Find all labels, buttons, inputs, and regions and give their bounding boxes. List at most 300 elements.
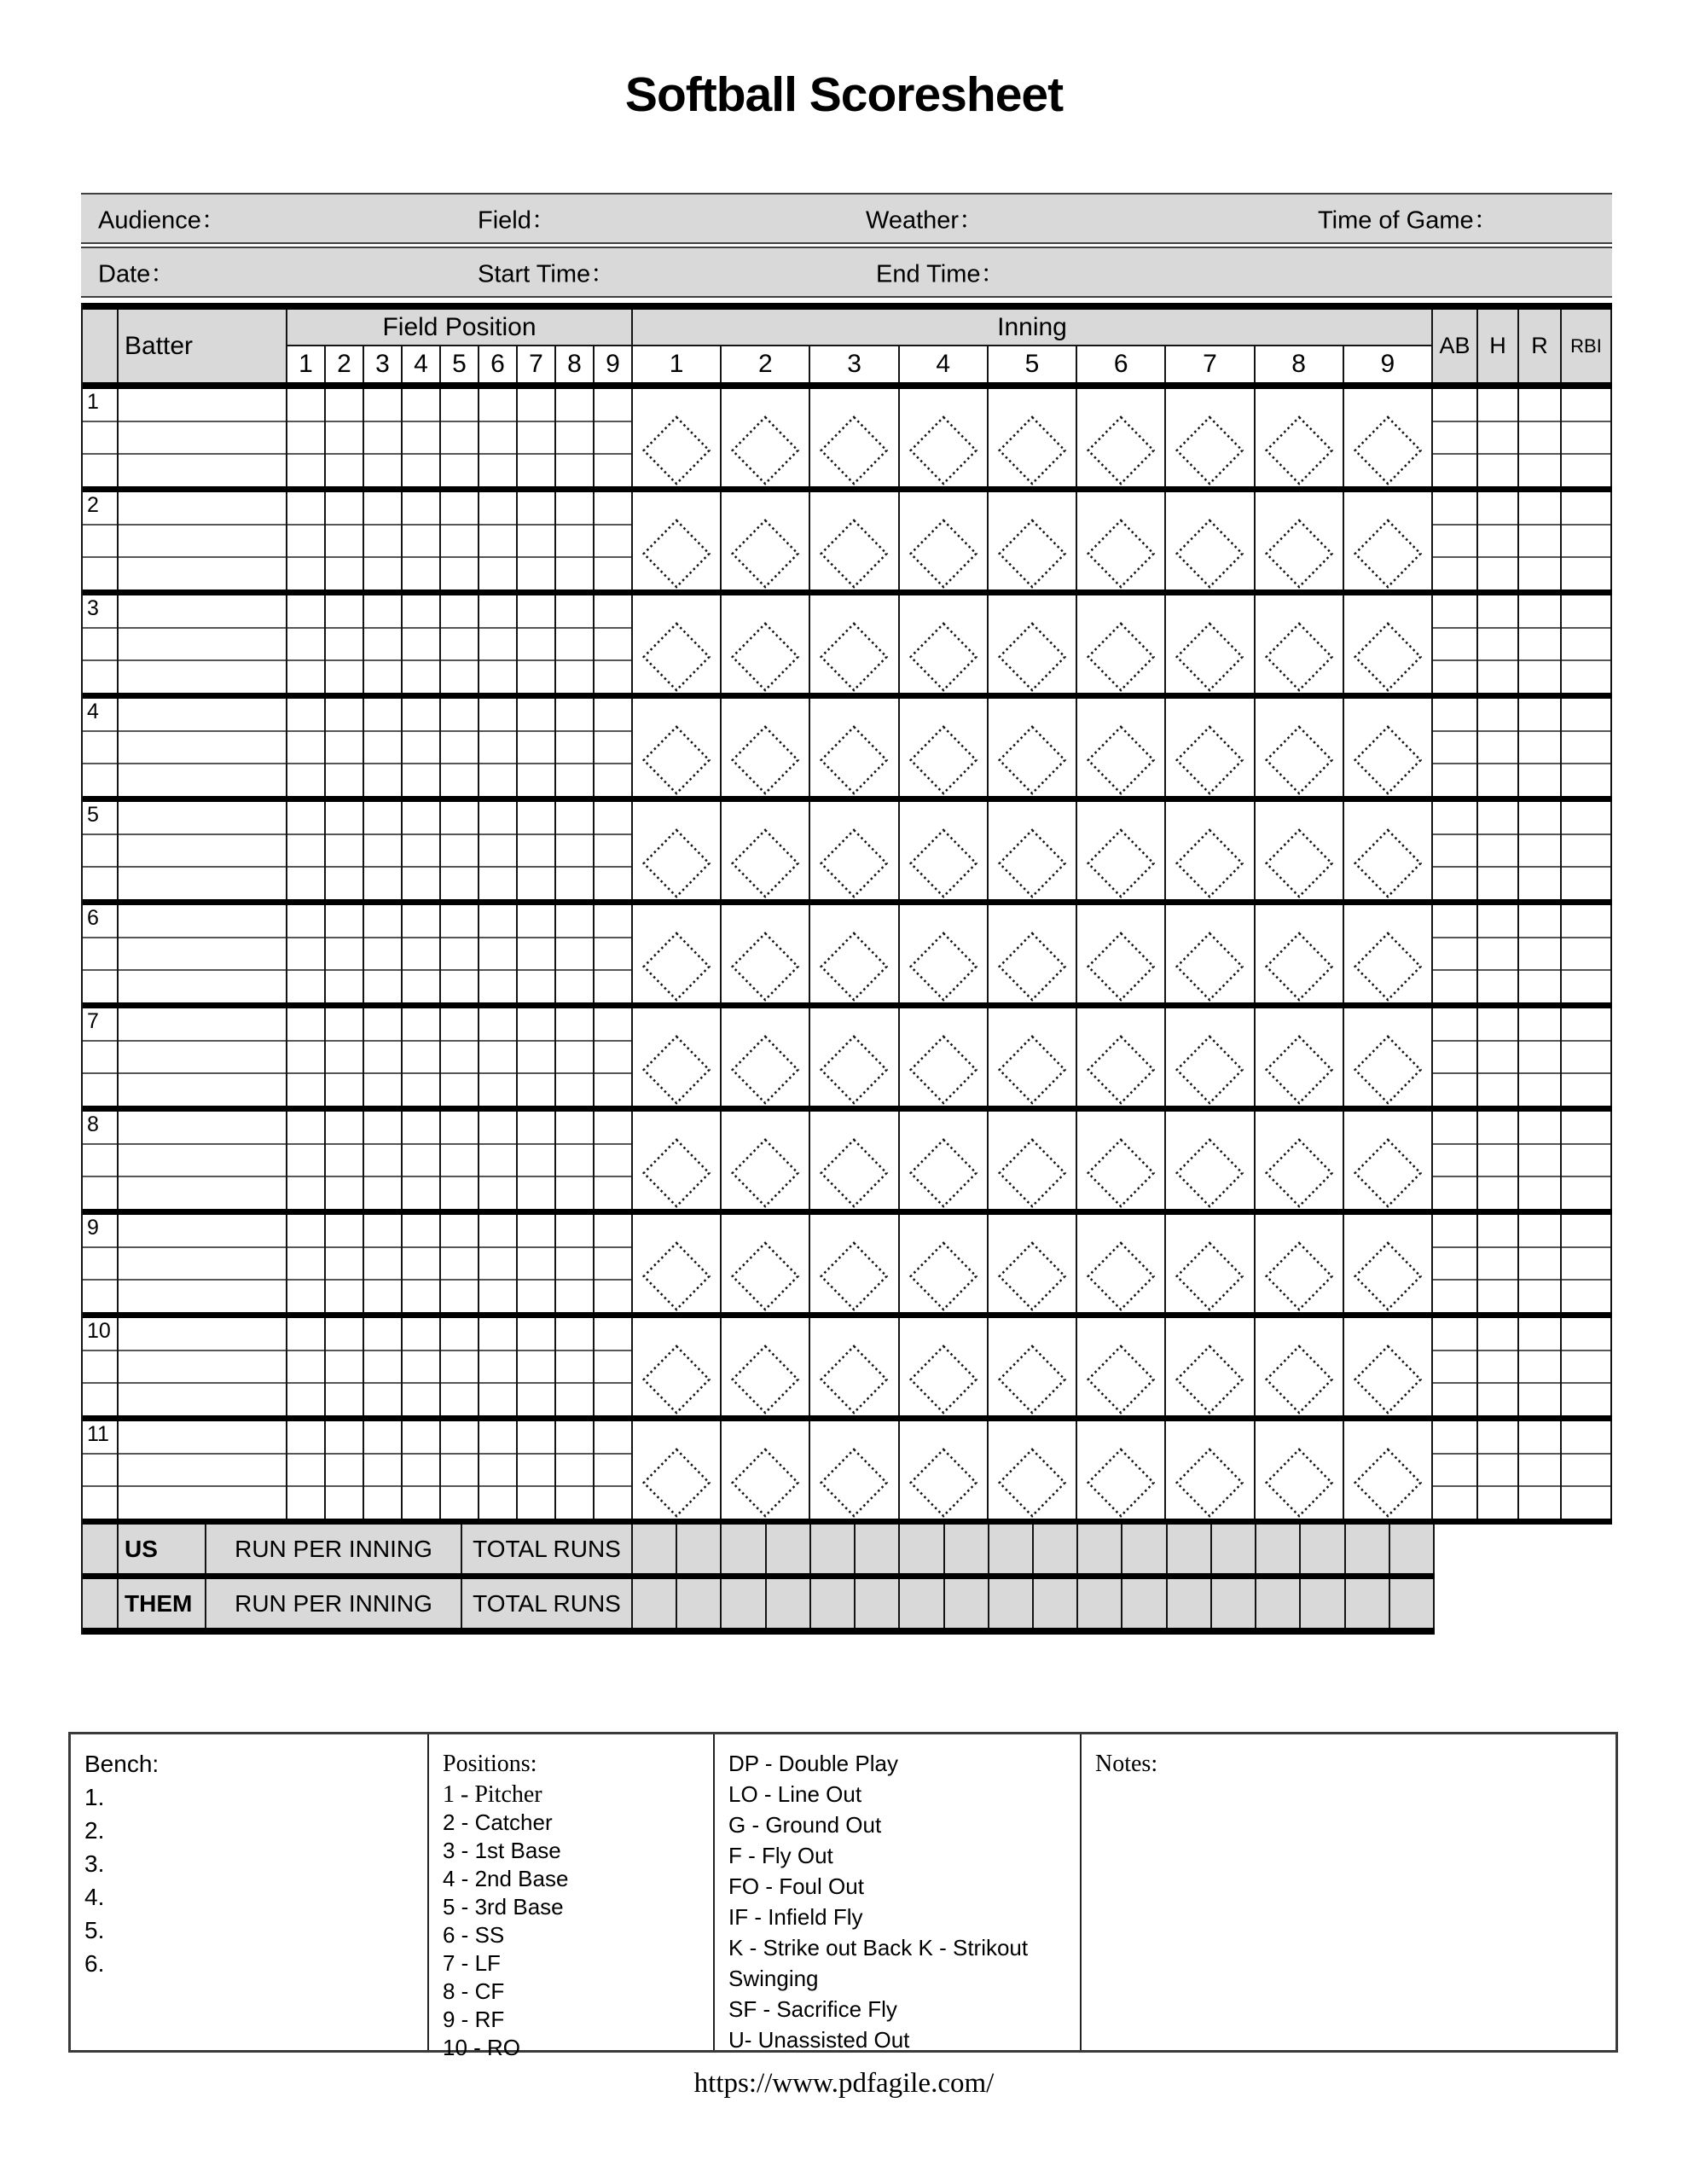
batter-row — [83, 802, 1612, 899]
summary-inning-cells — [633, 1579, 1435, 1628]
diamond-basepath-icon — [810, 492, 897, 590]
diamond-basepath-icon — [1256, 1215, 1343, 1312]
grid-subcell — [556, 699, 593, 732]
summary-total-runs-label: TOTAL RUNS — [462, 1525, 633, 1573]
grid-subcell — [518, 1281, 554, 1312]
field-position-cell — [364, 1215, 403, 1312]
game-info-header — [81, 193, 1612, 300]
grid-subcell — [595, 699, 631, 732]
grid-subcell — [326, 1008, 363, 1042]
summary-team-label: US — [119, 1525, 206, 1573]
diamond-basepath-icon — [810, 595, 897, 693]
inning-cell — [1344, 389, 1433, 486]
grid-subcell — [364, 1487, 401, 1519]
inning-cell — [810, 595, 899, 693]
diamond-basepath-icon — [1344, 595, 1431, 693]
grid-subcell — [287, 1281, 324, 1312]
summary-run-cell — [1390, 1525, 1435, 1573]
grid-subcell — [403, 732, 439, 765]
grid-subcell — [119, 764, 286, 796]
field-position-cell — [441, 595, 479, 693]
footer — [0, 2068, 1688, 2100]
field-position-cell — [326, 1421, 364, 1519]
grid-subcell — [83, 1487, 117, 1519]
grid-subcell — [364, 455, 401, 486]
field-position-cell — [364, 1421, 403, 1519]
grid-subcell — [364, 835, 401, 868]
field-position-cell — [479, 1318, 518, 1415]
grid-subcell — [1519, 1455, 1560, 1488]
field-position-cell — [441, 1008, 479, 1106]
inning-cell — [722, 595, 810, 693]
grid-subcell — [287, 938, 324, 972]
field-position-cell — [556, 1008, 595, 1106]
grid-subcell — [595, 835, 631, 868]
grid-subcell — [595, 492, 631, 526]
grid-subcell — [556, 1455, 593, 1488]
abbreviation-list-item: DP - Double Play — [728, 1751, 898, 1776]
grid-subcell — [1562, 905, 1610, 938]
grid-subcell — [119, 455, 286, 486]
position-list-item: 9 - RF — [443, 2007, 505, 2032]
grid-subcell — [556, 1215, 593, 1248]
grid-subcell — [364, 732, 401, 765]
field-position-cell — [556, 492, 595, 590]
grid-subcell — [119, 732, 286, 765]
grid-subcell — [287, 905, 324, 938]
field-position-cell — [326, 905, 364, 1002]
diamond-basepath-icon — [900, 1318, 987, 1415]
grid-subcell — [83, 629, 117, 662]
grid-subcell — [83, 1318, 117, 1351]
batter-number-cell — [83, 1215, 119, 1312]
abbreviation-list-item: U- Unassisted Out — [728, 2027, 910, 2053]
grid-subcell — [1433, 1248, 1476, 1281]
summary-run-cell — [1122, 1525, 1167, 1573]
grid-subcell — [441, 732, 478, 765]
abbreviation-list-item: SF - Sacrifice Fly — [728, 1996, 897, 2022]
diamond-basepath-icon — [1077, 905, 1164, 1002]
batter-row-number: 1 — [87, 390, 99, 414]
grid-subcell — [403, 699, 439, 732]
batter-row — [83, 1318, 1612, 1415]
row-separator — [83, 899, 1612, 905]
grid-subcell — [556, 764, 593, 796]
grid-subcell — [83, 1042, 117, 1075]
grid-subcell — [1519, 802, 1560, 835]
grid-subcell — [479, 938, 516, 972]
inning-cell — [810, 1215, 899, 1312]
inning-col-header: 6 — [1077, 346, 1166, 382]
diamond-basepath-icon — [1166, 389, 1253, 486]
grid-subcell — [518, 558, 554, 590]
grid-subcell — [1562, 1215, 1610, 1248]
grid-subcell — [556, 835, 593, 868]
grid-subcell — [556, 905, 593, 938]
diamond-basepath-icon — [810, 1421, 897, 1519]
grid-subcell — [518, 732, 554, 765]
field-position-cell — [364, 492, 403, 590]
field-position-cell — [364, 802, 403, 899]
grid-subcell — [1478, 802, 1517, 835]
inning-cell — [633, 905, 722, 1002]
field-position-group-header — [287, 310, 633, 382]
grid-subcell — [326, 1112, 363, 1145]
grid-subcell — [287, 455, 324, 486]
diamond-basepath-icon — [633, 1008, 720, 1106]
diamond-basepath-icon — [633, 802, 720, 899]
grid-subcell — [1478, 1421, 1517, 1455]
batter-row — [83, 1215, 1612, 1312]
position-list-item: 4 - 2nd Base — [443, 1866, 569, 1891]
grid-subcell — [119, 1384, 286, 1415]
grid-subcell — [1562, 1112, 1610, 1145]
inning-cell — [989, 1215, 1077, 1312]
grid-subcell — [83, 422, 117, 456]
grid-subcell — [1519, 595, 1560, 629]
diamond-basepath-icon — [633, 595, 720, 693]
grid-subcell — [556, 492, 593, 526]
diamond-basepath-icon — [989, 1421, 1076, 1519]
diamond-basepath-icon — [1344, 492, 1431, 590]
inning-cell — [989, 389, 1077, 486]
field-position-cell — [326, 595, 364, 693]
grid-subcell — [595, 905, 631, 938]
grid-subcell — [119, 1145, 286, 1178]
grid-subcell — [364, 492, 401, 526]
grid-subcell — [518, 661, 554, 693]
grid-subcell — [403, 1421, 439, 1455]
grid-subcell — [441, 1215, 478, 1248]
grid-subcell — [1519, 1145, 1560, 1178]
grid-subcell — [326, 1145, 363, 1178]
grid-subcell — [1478, 558, 1517, 590]
stat-rbi-cell — [1562, 1008, 1612, 1106]
grid-subcell — [479, 802, 516, 835]
grid-subcell — [119, 1455, 286, 1488]
bench-list-item: 6. — [84, 1950, 105, 1977]
grid-subcell — [479, 1042, 516, 1075]
grid-subcell — [119, 1215, 286, 1248]
field-position-cell — [364, 389, 403, 486]
inning-cell — [1166, 905, 1255, 1002]
grid-subcell — [518, 764, 554, 796]
grid-subcell — [479, 1008, 516, 1042]
grid-subcell — [556, 1351, 593, 1385]
grid-subcell — [364, 1248, 401, 1281]
field-label: Field： — [478, 206, 556, 235]
diamond-basepath-icon — [1344, 1215, 1431, 1312]
inning-cell — [1344, 905, 1433, 1002]
grid-subcell — [287, 661, 324, 693]
grid-subcell — [403, 1008, 439, 1042]
position-list-item: 10 - RO — [443, 2035, 521, 2060]
footer-url-link[interactable]: https://www.pdfagile.com/ — [693, 2068, 995, 2099]
field-position-cell — [556, 595, 595, 693]
grid-subcell — [441, 422, 478, 456]
grid-subcell — [595, 629, 631, 662]
field-position-cell — [441, 1112, 479, 1209]
field-position-cell — [556, 1215, 595, 1312]
batter-row-number: 9 — [87, 1216, 99, 1240]
field-position-col-header: 1 — [287, 346, 326, 382]
grid-subcell — [595, 455, 631, 486]
abbreviation-list-item: K - Strike out Back K - Strikout Swinging — [728, 1935, 1029, 1991]
grid-subcell — [287, 492, 324, 526]
inning-col-header: 2 — [722, 346, 810, 382]
diamond-basepath-icon — [633, 492, 720, 590]
grid-subcell — [479, 1248, 516, 1281]
grid-subcell — [1562, 526, 1610, 559]
field-position-col-header: 6 — [479, 346, 518, 382]
inning-cell — [1077, 492, 1166, 590]
grid-subcell — [1562, 1487, 1610, 1519]
summary-total-runs-label: TOTAL RUNS — [462, 1579, 633, 1628]
grid-subcell — [518, 1487, 554, 1519]
grid-subcell — [1562, 455, 1610, 486]
stat-rbi-cell — [1562, 1318, 1612, 1415]
diamond-basepath-icon — [810, 389, 897, 486]
field-position-cell — [326, 1008, 364, 1106]
summary-run-cell — [900, 1579, 944, 1628]
grid-subcell — [83, 1421, 117, 1455]
abbreviation-list-item: LO - Line Out — [728, 1781, 862, 1807]
field-position-cell — [287, 802, 326, 899]
stat-ab-cell — [1433, 1008, 1478, 1106]
grid-subcell — [287, 1487, 324, 1519]
grid-subcell — [595, 1384, 631, 1415]
end-time-label: End Time： — [876, 260, 1006, 288]
grid-subcell — [287, 1008, 324, 1042]
grid-subcell — [556, 1177, 593, 1209]
grid-subcell — [1433, 389, 1476, 422]
grid-subcell — [441, 1281, 478, 1312]
field-position-cell — [403, 699, 441, 796]
field-position-cell — [326, 389, 364, 486]
inning-cell — [989, 492, 1077, 590]
grid-subcell — [1519, 1281, 1560, 1312]
field-position-cell — [441, 1215, 479, 1312]
batter-number-cell — [83, 595, 119, 693]
grid-subcell — [287, 1112, 324, 1145]
grid-subcell — [1433, 1487, 1476, 1519]
grid-subcell — [479, 1215, 516, 1248]
grid-subcell — [556, 1384, 593, 1415]
grid-subcell — [1478, 1318, 1517, 1351]
grid-subcell — [479, 661, 516, 693]
grid-subcell — [518, 1008, 554, 1042]
grid-subcell — [287, 595, 324, 629]
inning-cell — [989, 1421, 1077, 1519]
grid-subcell — [1478, 526, 1517, 559]
diamond-basepath-icon — [1077, 1318, 1164, 1415]
grid-subcell — [326, 1384, 363, 1415]
row-separator — [83, 1415, 1612, 1421]
inning-cell — [1344, 492, 1433, 590]
positions-column — [429, 1734, 715, 2060]
grid-subcell — [1562, 1042, 1610, 1075]
grid-subcell — [119, 1248, 286, 1281]
grid-subcell — [1433, 1112, 1476, 1145]
grid-subcell — [287, 1215, 324, 1248]
grid-subcell — [479, 1145, 516, 1178]
field-position-cell — [287, 1112, 326, 1209]
field-position-cell — [595, 1421, 633, 1519]
inning-cell — [722, 802, 810, 899]
field-position-cell — [364, 595, 403, 693]
diamond-basepath-icon — [989, 389, 1076, 486]
grid-subcell — [83, 558, 117, 590]
field-position-cell — [364, 905, 403, 1002]
bench-column — [71, 1734, 429, 2050]
inning-cell — [1077, 699, 1166, 796]
grid-subcell — [1433, 732, 1476, 765]
grid-subcell — [595, 526, 631, 559]
grid-subcell — [1519, 1112, 1560, 1145]
field-position-cell — [441, 905, 479, 1002]
inning-cell — [722, 389, 810, 486]
diamond-basepath-icon — [1077, 1112, 1164, 1209]
field-position-cell — [326, 1215, 364, 1312]
grid-subcell — [479, 455, 516, 486]
grid-subcell — [1478, 971, 1517, 1002]
summary-row — [83, 1579, 1612, 1628]
diamond-basepath-icon — [722, 389, 809, 486]
bench-list-item: 1. — [84, 1784, 105, 1810]
field-position-cell — [441, 1318, 479, 1415]
grid-subcell — [287, 1351, 324, 1385]
grid-subcell — [83, 1215, 117, 1248]
grid-subcell — [1562, 1351, 1610, 1385]
summary-run-cell — [1346, 1525, 1390, 1573]
grid-subcell — [119, 661, 286, 693]
grid-subcell — [83, 526, 117, 559]
grid-subcell — [326, 389, 363, 422]
grid-subcell — [518, 595, 554, 629]
diamond-basepath-icon — [633, 1215, 720, 1312]
grid-subcell — [326, 1042, 363, 1075]
grid-subcell — [1478, 661, 1517, 693]
batter-number-cell — [83, 699, 119, 796]
grid-subcell — [287, 732, 324, 765]
notes-title: Notes: — [1095, 1751, 1158, 1777]
summary-run-per-inning-label: RUN PER INNING — [206, 1525, 462, 1573]
grid-subcell — [556, 802, 593, 835]
grid-subcell — [1562, 1177, 1610, 1209]
field-position-cell — [556, 905, 595, 1002]
grid-subcell — [1562, 629, 1610, 662]
diamond-basepath-icon — [810, 802, 897, 899]
field-position-cell — [403, 389, 441, 486]
grid-subcell — [287, 835, 324, 868]
position-list-item: 5 - 3rd Base — [443, 1894, 564, 1920]
grid-subcell — [1562, 1421, 1610, 1455]
field-position-cell — [364, 1112, 403, 1209]
batter-row — [83, 1421, 1612, 1519]
inning-cell — [810, 492, 899, 590]
stat-rbi-cell — [1562, 1215, 1612, 1312]
inning-cell — [900, 1112, 989, 1209]
diamond-basepath-icon — [722, 492, 809, 590]
grid-subcell — [441, 1074, 478, 1106]
grid-subcell — [287, 802, 324, 835]
grid-subcell — [326, 455, 363, 486]
grid-subcell — [119, 938, 286, 972]
grid-subcell — [1478, 868, 1517, 899]
grid-subcell — [364, 1281, 401, 1312]
grid-subcell — [595, 1281, 631, 1312]
grid-subcell — [595, 732, 631, 765]
grid-subcell — [1433, 868, 1476, 899]
field-position-col-header: 4 — [403, 346, 441, 382]
diamond-basepath-icon — [989, 1112, 1076, 1209]
grid-subcell — [403, 595, 439, 629]
grid-subcell — [326, 1215, 363, 1248]
grid-subcell — [326, 699, 363, 732]
grid-subcell — [1433, 1281, 1476, 1312]
stat-h-cell — [1478, 1008, 1519, 1106]
grid-header-row — [83, 310, 1612, 382]
summary-run-cell — [1301, 1579, 1345, 1628]
summary-run-cell — [811, 1579, 856, 1628]
field-position-cell — [479, 1112, 518, 1209]
grid-subcell — [441, 661, 478, 693]
grid-subcell — [479, 1351, 516, 1385]
grid-subcell — [1519, 1248, 1560, 1281]
grid-subcell — [119, 526, 286, 559]
grid-subcell — [403, 629, 439, 662]
inning-cell — [722, 1215, 810, 1312]
grid-subcell — [479, 389, 516, 422]
grid-subcell — [595, 1421, 631, 1455]
grid-subcell — [83, 1177, 117, 1209]
inning-cell — [900, 492, 989, 590]
reference-box — [68, 1732, 1618, 2060]
field-position-cell — [441, 699, 479, 796]
grid-subcell — [119, 1487, 286, 1519]
stat-ab-cell — [1433, 1421, 1478, 1519]
stat-rbi-cell — [1562, 1421, 1612, 1519]
grid-subcell — [287, 1074, 324, 1106]
grid-subcell — [518, 938, 554, 972]
grid-subcell — [1519, 629, 1560, 662]
audience-label: Audience： — [98, 206, 226, 235]
grid-subcell — [1433, 1351, 1476, 1385]
inning-cell — [1344, 1215, 1433, 1312]
grid-subcell — [441, 1008, 478, 1042]
score-grid — [81, 303, 1612, 1635]
batter-name-cell — [119, 1008, 287, 1106]
weather-label: Weather： — [866, 206, 984, 235]
diamond-basepath-icon — [900, 492, 987, 590]
batter-name-cell — [119, 1215, 287, 1312]
grid-subcell — [479, 1281, 516, 1312]
position-list-item: 7 - LF — [443, 1950, 501, 1976]
summary-corner-cell — [83, 1525, 119, 1573]
grid-subcell — [287, 629, 324, 662]
grid-subcell — [403, 1455, 439, 1488]
inning-cell — [810, 699, 899, 796]
grid-subcell — [287, 1145, 324, 1178]
grid-subcell — [119, 1177, 286, 1209]
batter-number-cell — [83, 1112, 119, 1209]
grid-subcell — [518, 1384, 554, 1415]
diamond-basepath-icon — [1344, 1421, 1431, 1519]
grid-subcell — [479, 971, 516, 1002]
field-position-cell — [595, 595, 633, 693]
game-info-row-1 — [81, 193, 1612, 244]
grid-subcell — [441, 1421, 478, 1455]
